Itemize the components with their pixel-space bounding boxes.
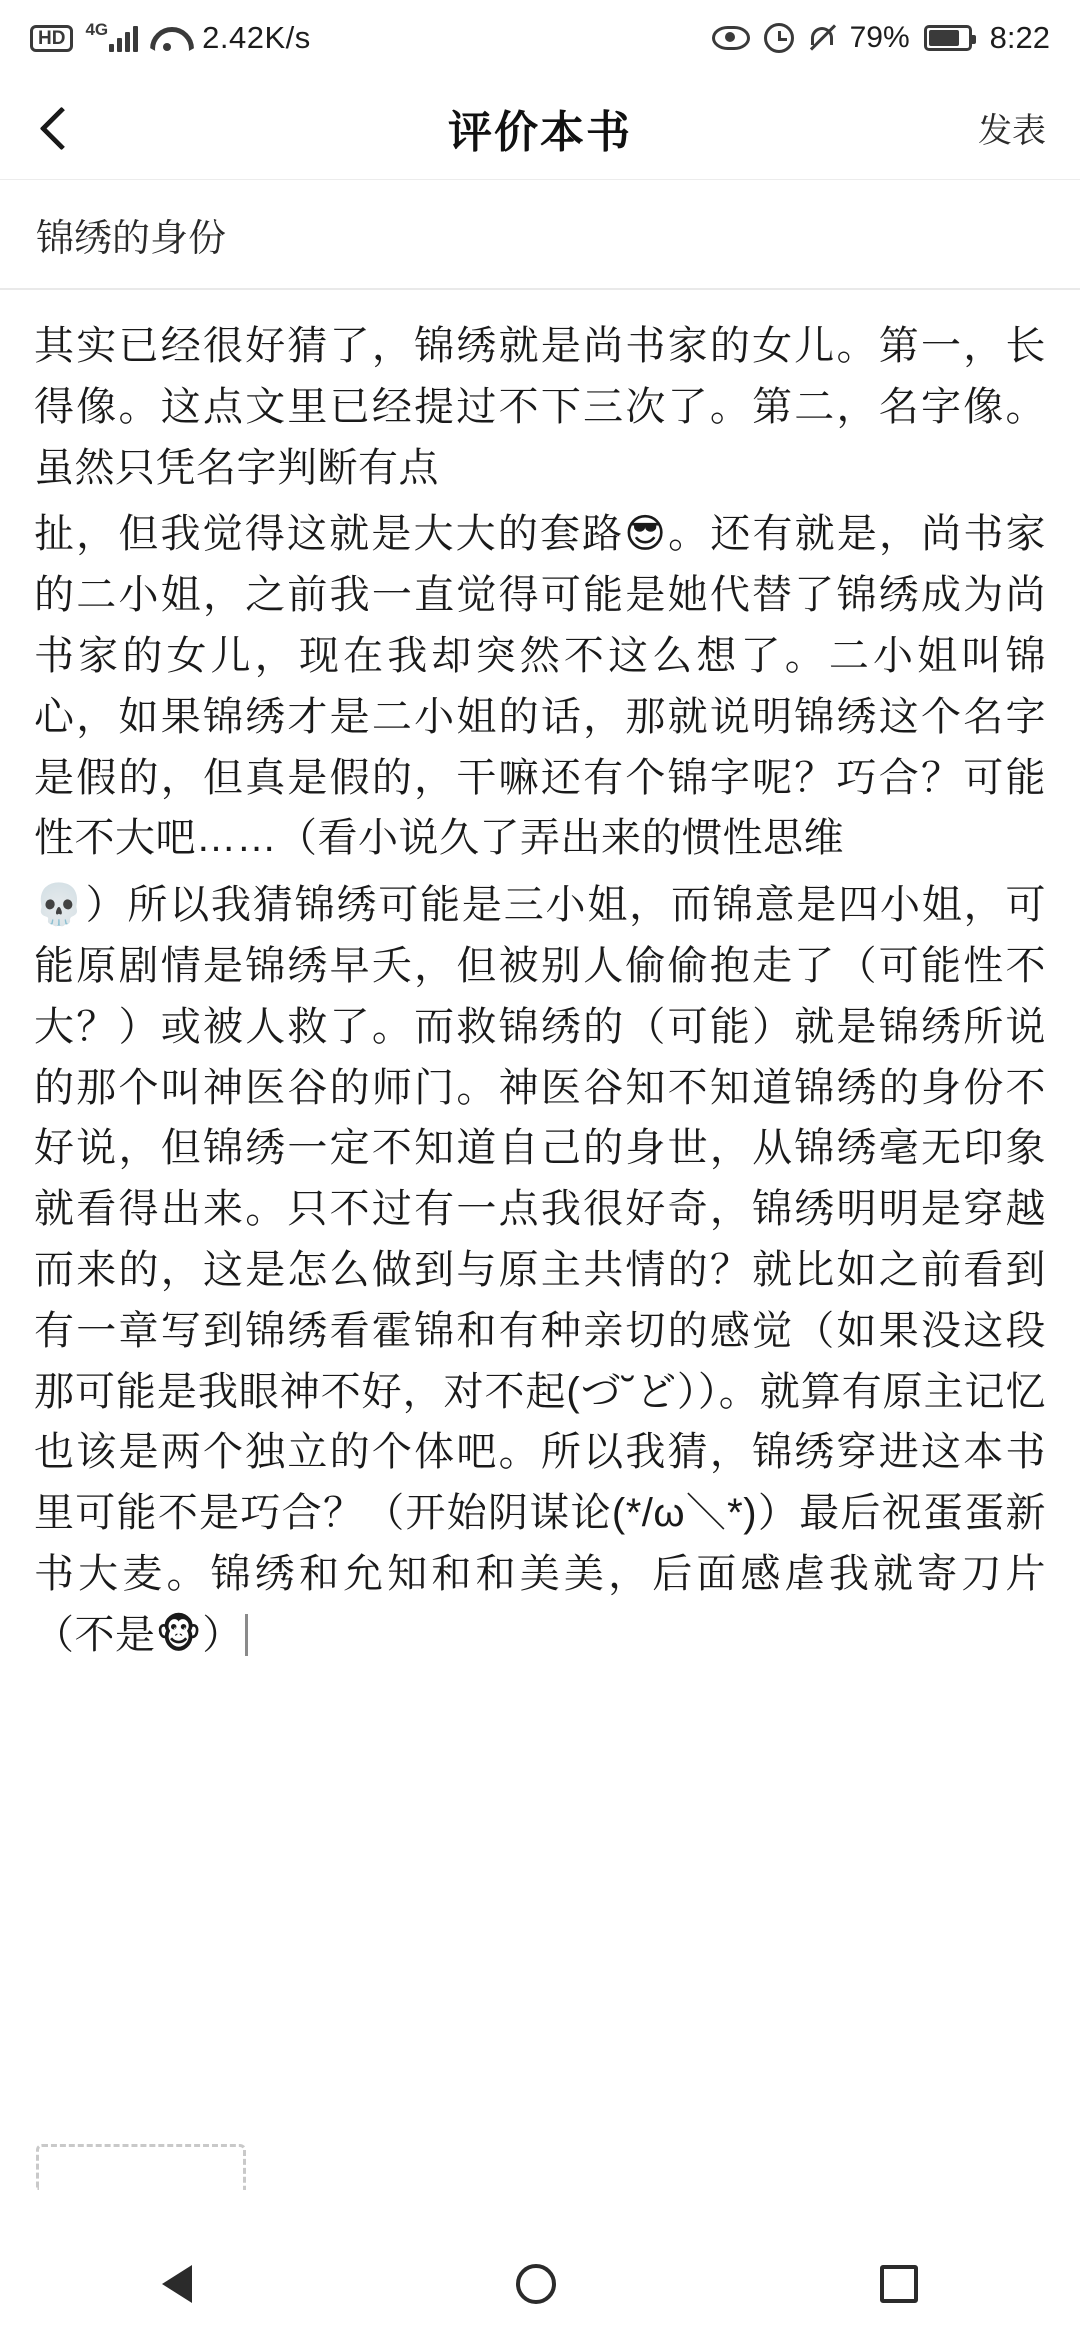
bell-muted-icon	[808, 23, 836, 53]
alarm-clock-icon	[764, 23, 794, 53]
review-paragraph-text: 💀）所以我猜锦绣可能是三小姐，而锦意是四小姐，可能原剧情是锦绣早夭，但被别人偷偷抱走了（可能性不大？）或被人救了。而救锦绣的（可能）就是锦绣所说的那个叫神医谷的师门。神医谷知不知道锦绣的身份不好说，但锦绣一定不知道自己的身世，从锦绣毫无印象就看得出来。只不过有一点我很好奇，锦绣明明是穿越而来的，这是怎么做到与原主共情的？就比如之前看到有一章写到锦绣看霍锦和有种亲切的感觉（如果没这段那可能是我眼神不好，对不起(づ˘ど））。就算有原主记忆也该是两个独立的个体吧。所以我猜，锦绣穿进这本书里可能不是巧合？（开始阴谋论(*/ω＼*)）最后祝蛋蛋新书大麦。锦绣和允知和和美美，后面感虐我就寄刀片（不是🐵）	[34, 883, 1046, 1657]
eye-icon	[712, 26, 750, 50]
review-paragraph: 扯，但我觉得这就是大大的套路😎。还有就是，尚书家的二小姐，之前我一直觉得可能是她代替了锦绣成为尚书家的女儿，现在我却突然不这么想了。二小姐叫锦心，如果锦绣才是二小姐的话，那就说明锦绣这个名字是假的，但真是假的，干嘛还有个锦字呢？巧合？可能性不大吧……（看小说久了弄出来的惯性思维	[34, 512, 1046, 861]
network-type-label: 4G	[85, 20, 109, 39]
back-chevron-icon[interactable]	[34, 106, 78, 150]
status-bar-time: 8:22	[989, 20, 1050, 55]
review-title-input[interactable]: 锦绣的身份	[0, 180, 1080, 288]
status-bar-left	[30, 20, 311, 56]
battery-icon	[924, 25, 972, 51]
publish-button[interactable]: 发表	[978, 112, 1046, 150]
status-bar	[0, 0, 1080, 76]
signal-bars-icon	[85, 20, 138, 52]
system-nav-bar	[0, 2228, 1080, 2340]
nav-back-icon[interactable]	[162, 2265, 192, 2303]
attachment-placeholder[interactable]	[36, 2144, 246, 2190]
page-title: 评价本书	[448, 107, 632, 157]
review-body-editor[interactable]	[0, 290, 1080, 1666]
nav-recents-icon[interactable]	[880, 2265, 918, 2303]
review-paragraph: 其实已经很好猜了，锦绣就是尚书家的女儿。第一，长得像。这点文里已经提过不下三次了。第二，名字像。虽然只凭名字判断有点	[34, 324, 1046, 490]
wifi-icon	[150, 25, 184, 51]
text-caret	[245, 1614, 248, 1656]
review-paragraph	[34, 875, 1046, 1665]
battery-percent-label: 79%	[849, 21, 910, 54]
nav-home-icon[interactable]	[516, 2264, 556, 2304]
app-title-bar	[0, 76, 1080, 180]
network-speed-label: 2.42K/s	[202, 20, 311, 55]
hd-badge-icon: HD	[30, 25, 73, 52]
status-bar-right	[712, 20, 1050, 56]
signal-strength-bars	[109, 24, 138, 52]
